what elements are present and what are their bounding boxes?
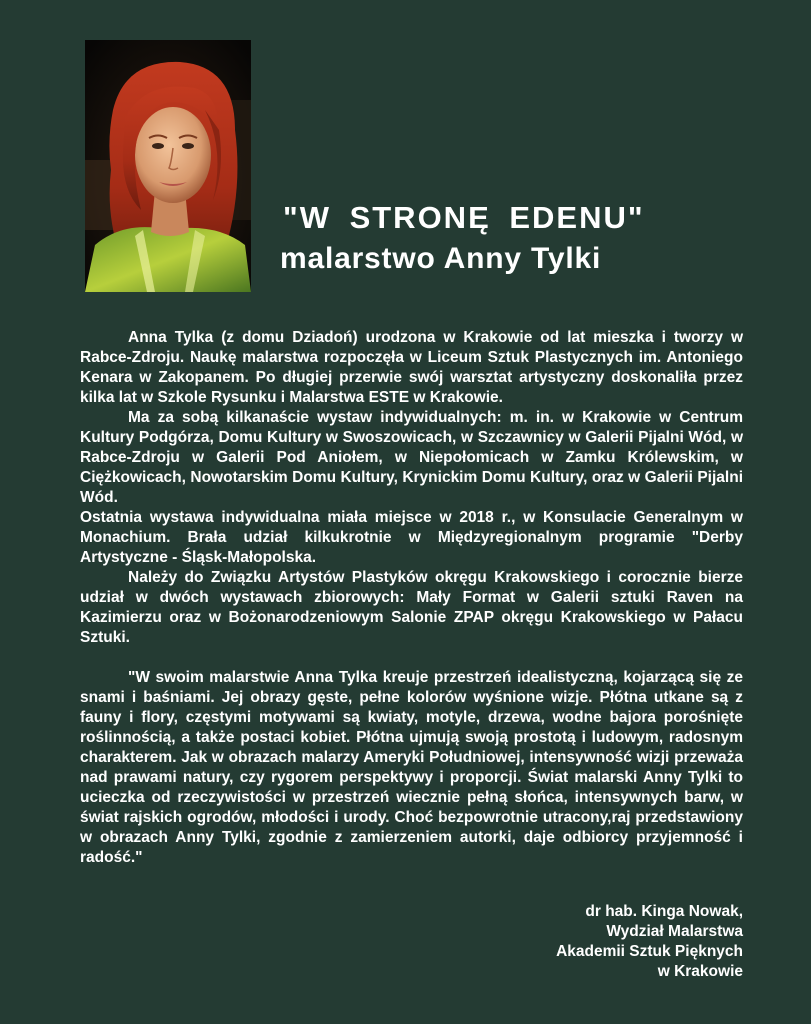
biography-text [80, 328, 743, 868]
bio-paragraph: Ostatnia wystawa indywidualna miała miejsce w 2018 r., w Konsulacie Generalnym w Monachium. Brała udział kilkukrotnie w Międzyregionalnym programie "Derby Artystyczne - Śląsk-Małopolska. [80, 509, 743, 566]
signature-city: w Krakowie [657, 963, 743, 980]
bio-paragraph: Anna Tylka (z domu Dziadoń) urodzona w Krakowie od lat mieszka i tworzy w Rabce-Zdroju. Naukę malarstwa rozpoczęła w Liceum Sztuk Plastycznych im. Antoniego Kenara w Zakopanem. Po długiej przerwie swój warsztat artystyczny doskonaliła przez kilka lat w Szkole Rysunku i Malarstwa ESTE w Krakowie. [80, 329, 743, 406]
critic-quote: "W swoim malarstwie Anna Tylka kreuje przestrzeń idealistyczną, kojarzącą się ze snami i baśniami. Jej obrazy gęste, pełne kolorów wyśnione wizje. Płótna utkane są z fauny i flory, częstymi motywami są kwiaty, motyle, drzewa, wodne bajora porośnięte roślinnością, a także postaci kobiet. Płótna ujmują swoją prostotą i ludowym, radosnym charakterem. Jak w obrazach malarzy Ameryki Południowej, intensywność wizji przeważa nad prawami natury, czy rygorem perspektywy i proporcji. Świat malarski Anny Tylki to ucieczka od rzeczywistości w przestrzeń wiecznie pełną słońca, intensywnych barw, w świat rajskich ogrodów, młodości i urody. Choć bezpowrotnie utracony,raj przedstawiony w obrazach Anny Tylki, zgodnie z zamierzeniem autorki, daje odbiorcy przyjemność i radość." [80, 669, 743, 866]
bio-paragraph: Ma za sobą kilkanaście wystaw indywidualnych: m. in. w Krakowie w Centrum Kultury Podgórza, Domu Kultury w Swoszowicach, w Szczawnicy w Galerii Pijalni Wód, w Rabce-Zdroju w Galerii Pod Aniołem, w Niepołomicach w Zamku Królewskim, w Ciężkowicach, Nowotarskim Domu Kultury, Krynickim Domu Kultury, oraz w Galerii Pijalni Wód. [80, 409, 743, 506]
bio-paragraph: Należy do Związku Artystów Plastyków okręgu Krakowskiego i corocznie bierze udział w dwóch wystawach zbiorowych: Mały Format w Galerii sztuki Raven na Kazimierzu oraz w Bożonarodzeniowym Salonie ZPAP okręgu Krakowskiego w Pałacu Sztuki. [80, 569, 743, 646]
signature-name: dr hab. Kinga Nowak, [585, 903, 743, 920]
exhibition-subtitle: malarstwo Anny Tylki [280, 242, 602, 275]
signature-block [556, 902, 743, 982]
signature-faculty: Wydział Malarstwa [606, 923, 743, 940]
title-block [280, 200, 760, 276]
artist-portrait-photo [85, 40, 251, 292]
exhibition-title: "W STRONĘ EDENU" [283, 200, 645, 235]
signature-academy: Akademii Sztuk Pięknych [556, 943, 743, 960]
